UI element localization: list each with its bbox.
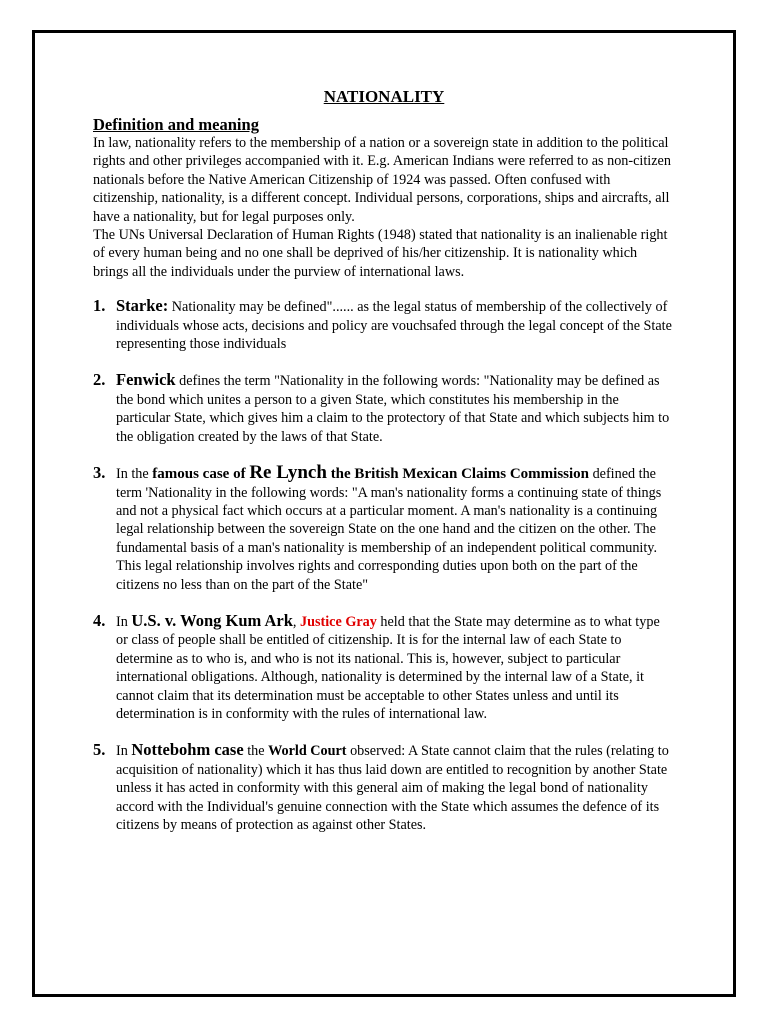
item-text: defined the term 'Nationality in the following words: "A man's nationality forms a continuing state of things and not a physical fact which occurs at a particular moment. A man's nationality is a continuing legal relationship between the sovereign State on the one hand and the citizen on the other. The fundamental basis of a man's nationality is membership of an independent political community. This legal relationship involves rights and corresponding duties upon both on the part of the citizens no less than on the part of the State": [116, 466, 662, 593]
item-number: 2.: [93, 370, 106, 390]
definition-paragraph-1: In law, nationality refers to the membership of a nation or a sovereign state in addition to the political rights and other privileges accompanied with it. E.g. American Indians were referred to as non-citizen nationals before the Native American Citizenship of 1924 was passed. Often confused with citizenship, nationality, is a different concept. Individual persons, corporations, ships and aircrafts, all have a nationality, but for legal purposes only.: [93, 135, 671, 225]
item-number: 1.: [93, 296, 106, 316]
item-text: defines the term "Nationality in the following words: "Nationality may be defined as the bond which unites a person to a given State, which constitutes his membership in the particular State, which gives him a claim to the protectory of that State and which subjects him to the obligation created by the laws of that State.: [116, 373, 670, 445]
item-number: 5.: [93, 740, 106, 760]
list-item-wong-kum-ark: [93, 612, 675, 723]
judge-name: Justice Gray: [300, 613, 377, 630]
list-item-fenwick: [93, 371, 675, 446]
court-name: World Court: [268, 743, 347, 760]
definition-paragraph-2: The UNs Universal Declaration of Human Rights (1948) stated that nationality is an inalienable right of every human being and no one shall be deprived of his/her citizenship. It is nationality which brings all the individuals under the purview of international laws.: [93, 227, 668, 280]
commission-name: the British Mexican Claims Commission: [326, 466, 590, 483]
page-title: NATIONALITY: [323, 87, 445, 106]
definitions-list: [93, 297, 675, 834]
item-bold-phrase: famous case of: [152, 466, 250, 483]
author-name: Fenwick: [116, 370, 176, 390]
list-item-starke: [93, 297, 675, 353]
list-item-re-lynch: [93, 464, 675, 594]
item-text: held that the State may determine as to what type or class of people shall be entitled of citizenship. It is for the internal law of each State to determine as to who is, and who is not its national. This is, however, subject to particular international obligations. Although, nationality is determined by the internal law of a State, it cannot claim that its determination must be acceptable to other States unless and until its determination is in conformity with the rules of international law.: [116, 613, 660, 722]
item-number: 3.: [93, 463, 106, 483]
item-connector: the: [243, 743, 269, 760]
item-prefix: In: [116, 613, 132, 630]
item-prefix: In the: [116, 466, 153, 483]
case-name: U.S. v. Wong Kum Ark: [131, 610, 293, 630]
item-text: observed: A State cannot claim that the rules (relating to acquisition of nationality) which it has thus laid down are entitled to recognition by another State unless it has acted in conformity with this general aim of making the legal bond of nationality accord with the Individual's genuine connection with the State which assumes the defence of its citizens by means of protection as against other States.: [116, 743, 669, 833]
case-name: Re Lynch: [249, 462, 327, 484]
item-text: Nationality may be defined"...... as the legal status of membership of the collectively of individuals whose acts, decisions and policy are vouchsafed through the legal concept of the State representing those individuals: [116, 299, 672, 353]
item-number: 4.: [93, 610, 106, 630]
document-body: [93, 86, 675, 834]
section-heading-definition: Definition and meaning: [93, 115, 259, 134]
item-separator: ,: [292, 613, 301, 630]
item-prefix: In: [116, 743, 132, 760]
author-name: Starke:: [116, 296, 169, 316]
case-name: Nottebohm case: [131, 740, 244, 760]
list-item-nottebohm: [93, 741, 675, 834]
